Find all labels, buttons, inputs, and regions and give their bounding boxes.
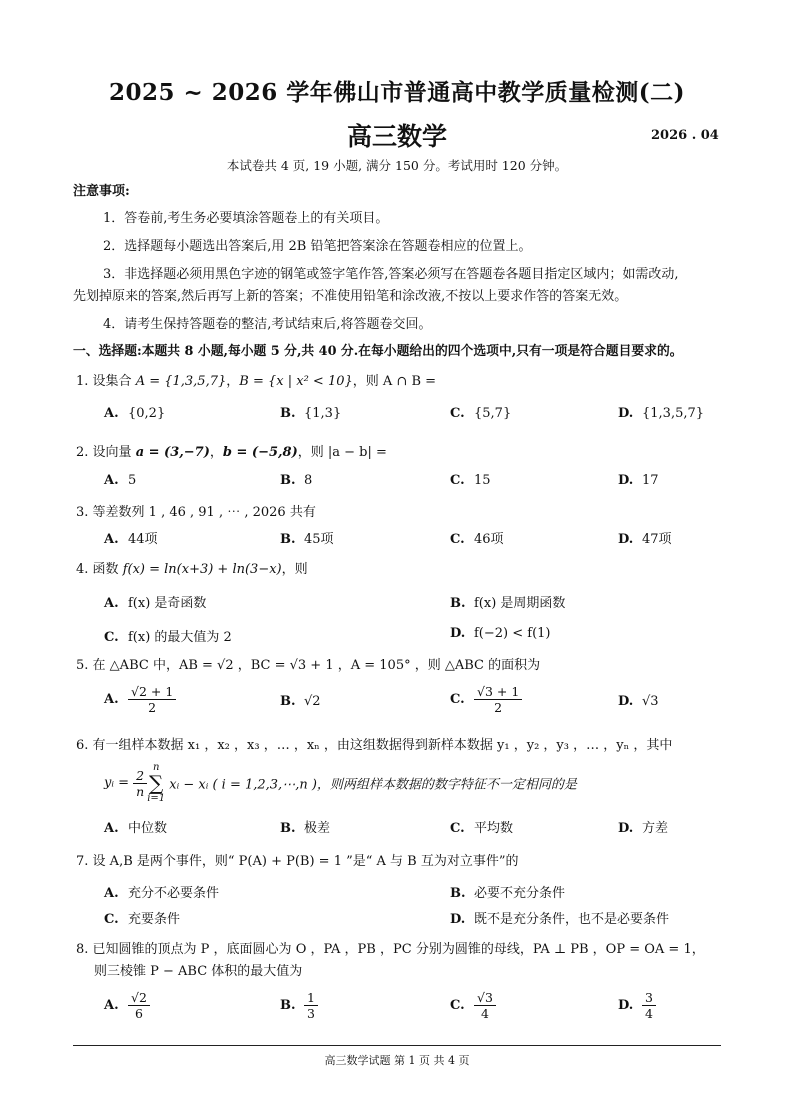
option-d[interactable] [450,908,669,927]
question-number: 3. [76,505,89,520]
option-text: 47项 [642,532,672,547]
option-text: 44项 [128,532,158,547]
question-number: 8. [76,942,89,957]
option-d[interactable] [618,528,672,547]
option-b[interactable] [280,473,312,488]
option-letter: D. [618,473,634,488]
question-number: 2. [76,445,89,460]
fraction [304,990,318,1021]
option-text: 46项 [474,532,504,547]
option-letter: D. [618,821,634,836]
denominator: 6 [134,1006,143,1021]
option-letter: A. [104,532,119,547]
option-d[interactable] [618,473,659,488]
option-d[interactable] [618,990,656,1021]
option-text: 15 [474,473,491,488]
numerator: 2 [133,768,147,784]
formula-lhs: yᵢ = [104,775,129,791]
vector-b: b = (−5,8) [222,445,298,460]
option-text: 方差 [642,821,669,836]
option-letter: B. [450,596,466,611]
option-letter: C. [104,630,119,645]
option-text: 17 [642,473,659,488]
option-letter: D. [618,998,634,1013]
section-heading: 一、选择题:本题共 8 小题,每小题 5 分,共 40 分.在每小题给出的四个选项中,只有一项是符合题目要求的。 [73,344,683,359]
question-text: 设 A,B 是两个事件，则“ P(A) + P(B) = 1 ”是“ A 与 B 互为对立事件”的 [92,854,519,869]
question-1 [76,370,436,389]
fraction [133,768,147,799]
option-d[interactable] [450,626,551,641]
denominator: 2 [148,700,157,715]
sum-upper: n [152,762,160,773]
fraction [474,990,496,1021]
option-letter: D. [450,626,466,641]
option-b[interactable] [280,694,321,709]
option-d[interactable] [618,406,704,421]
question-text: 函数 [92,562,123,577]
option-b[interactable] [450,882,565,901]
question-2 [76,441,387,460]
option-c[interactable] [450,528,504,547]
option-letter: D. [618,406,634,421]
question-number: 6. [76,738,89,753]
option-a[interactable] [104,592,206,611]
numerator: √2 [128,990,150,1006]
function-expr: f(x) = ln(x+3) + ln(3−x) [122,562,282,577]
question-text: ，则 |a − b| = [297,445,387,460]
option-c[interactable] [450,990,496,1021]
option-a[interactable] [104,528,158,547]
option-letter: D. [618,694,634,709]
option-letter: B. [450,886,466,901]
option-text: f(x) 是周期函数 [474,596,566,611]
question-text: 在 △ABC 中，AB = √2 ，BC = √3 + 1 ，A = 105° ，则 △ABC 的面积为 [92,658,541,673]
option-letter: A. [104,998,119,1013]
question-8 [76,938,705,957]
denominator: 4 [645,1006,653,1021]
option-b[interactable] [280,528,334,547]
sigma-symbol: ∑ [149,771,164,795]
fraction [474,684,522,715]
option-letter: D. [618,532,634,547]
question-7 [76,850,519,869]
denominator: 2 [494,700,503,715]
option-letter: A. [104,692,119,707]
notice-heading: 注意事项: [73,184,130,199]
set-a: A = {1,3,5,7} [135,374,227,389]
option-text: 平均数 [474,821,514,836]
option-text: f(x) 是奇函数 [128,596,207,611]
option-text: 8 [304,473,313,488]
question-6-formula [104,762,577,804]
option-text: √3 [642,694,659,709]
question-number: 1. [76,374,89,389]
option-letter: C. [450,821,465,836]
sum-lower: i=1 [147,793,166,804]
option-letter: A. [104,886,119,901]
question-3 [76,501,316,520]
formula-rest: xᵢ − xᵢ ( i = 1,2,3,⋯,n )，则两组样本数据的数字特征不一定相同的是 [169,777,577,793]
option-c[interactable] [450,684,522,715]
question-text: 设集合 [92,374,136,389]
option-letter: A. [104,596,119,611]
option-letter: A. [104,473,119,488]
denominator: n [136,783,145,799]
question-4 [76,558,308,577]
option-letter: B. [280,821,296,836]
option-letter: A. [104,406,119,421]
option-letter: C. [450,473,465,488]
option-a[interactable] [104,882,219,901]
set-b: B = {x | x² < 10} [239,374,353,389]
option-text: {0,2} [128,406,166,421]
numerator: √2 + 1 [128,684,176,700]
option-text: 充分不必要条件 [128,886,220,901]
option-b[interactable] [280,817,330,836]
option-text: 既不是充分条件，也不是必要条件 [474,912,670,927]
question-number: 4. [76,562,89,577]
option-c[interactable] [450,406,511,421]
option-letter: C. [104,912,119,927]
option-d[interactable] [618,694,659,709]
numerator: 3 [642,990,656,1006]
option-letter: C. [450,998,465,1013]
option-letter: C. [450,406,465,421]
question-text: ， [209,445,223,460]
option-b[interactable] [280,406,341,421]
option-b[interactable] [450,592,565,611]
option-text: f(−2) < f(1) [474,626,551,641]
option-a[interactable] [104,990,150,1021]
subject-title: 高三数学 [346,122,447,151]
vector-a: a = (3,−7) [135,445,210,460]
option-letter: A. [104,821,119,836]
option-text: 45项 [304,532,334,547]
question-6 [76,734,672,753]
question-text: 已知圆锥的顶点为 P ，底面圆心为 O ，PA ，PB ，PC 分别为圆锥的母线，PA ⊥ PB ，OP = OA = 1， [92,942,705,957]
option-letter: B. [280,694,296,709]
exam-date: 2026 . 04 [651,128,719,143]
option-text: 5 [128,473,137,488]
notice-item-3: 3．非选择题必须用黑色字迹的钢笔或签字笔作答,答案必须写在答题卷各题目指定区域内；如需改动, [103,267,679,282]
option-c[interactable] [104,626,232,645]
option-a[interactable] [104,473,136,488]
option-text: {1,3,5,7} [642,406,705,421]
footer-divider [73,1045,721,1046]
option-letter: B. [280,473,296,488]
option-a[interactable] [104,406,165,421]
option-letter: D. [450,912,466,927]
question-8-line2: 则三棱锥 P − ABC 体积的最大值为 [94,964,303,979]
question-text: 等差数列 1 , 46 , 91 , ⋯ , 2026 共有 [92,505,316,520]
notice-item-2: 2．选择题每小题选出答案后,用 2B 铅笔把答案涂在答题卷相应的位置上。 [103,239,532,254]
option-letter: C. [450,532,465,547]
denominator: 4 [480,1006,489,1021]
option-text: f(x) 的最大值为 2 [128,630,232,645]
option-text: 中位数 [128,821,168,836]
fraction [128,684,176,715]
notice-item-3-cont: 先划掉原来的答案,然后再写上新的答案；不准使用铅笔和涂改液,不按以上要求作答的答案无效。 [73,289,628,304]
option-c[interactable] [450,473,491,488]
question-text: ， [226,374,240,389]
denominator: 3 [307,1006,315,1021]
option-c[interactable] [450,817,513,836]
fraction [642,990,656,1021]
option-a[interactable] [104,817,167,836]
numerator: √3 [474,990,496,1006]
numerator: 1 [304,990,318,1006]
option-letter: B. [280,998,296,1013]
option-c[interactable] [104,908,180,927]
exam-info: 本试卷共 4 页, 19 小题, 满分 150 分。考试用时 120 分钟。 [226,158,568,173]
exam-title: 2025 ~ 2026 学年佛山市普通高中教学质量检测(二) [108,79,686,106]
question-number: 7. [76,854,89,869]
option-a[interactable] [104,684,176,715]
fraction [128,990,150,1021]
question-text: ，则 [281,562,308,577]
notice-item-4: 4．请考生保持答题卷的整洁,考试结束后,将答题卷交回。 [103,317,432,332]
question-number: 5. [76,658,89,673]
option-d[interactable] [618,817,668,836]
option-text: 充要条件 [128,912,181,927]
option-letter: B. [280,406,296,421]
option-letter: C. [450,692,465,707]
question-text: ，则 A ∩ B = [352,374,437,389]
summation [147,762,165,804]
option-text: √2 [304,694,321,709]
option-b[interactable] [280,990,318,1021]
option-text: 必要不充分条件 [474,886,566,901]
option-text: 极差 [304,821,331,836]
question-text: 有一组样本数据 x₁ ，x₂ ，x₃ ，… ，xₙ ，由这组数据得到新样本数据 y₁ ，y₂ ，y₃ ，… ，yₙ ，其中 [92,738,673,753]
option-text: {5,7} [474,406,512,421]
option-text: {1,3} [304,406,342,421]
numerator: √3 + 1 [474,684,522,700]
option-letter: B. [280,532,296,547]
notice-item-1: 1．答卷前,考生务必要填涂答题卷上的有关项目。 [103,211,389,226]
page-footer: 高三数学试题 第 1 页 共 4 页 [324,1054,470,1067]
question-text: 设向量 [92,445,136,460]
question-5 [76,654,540,673]
